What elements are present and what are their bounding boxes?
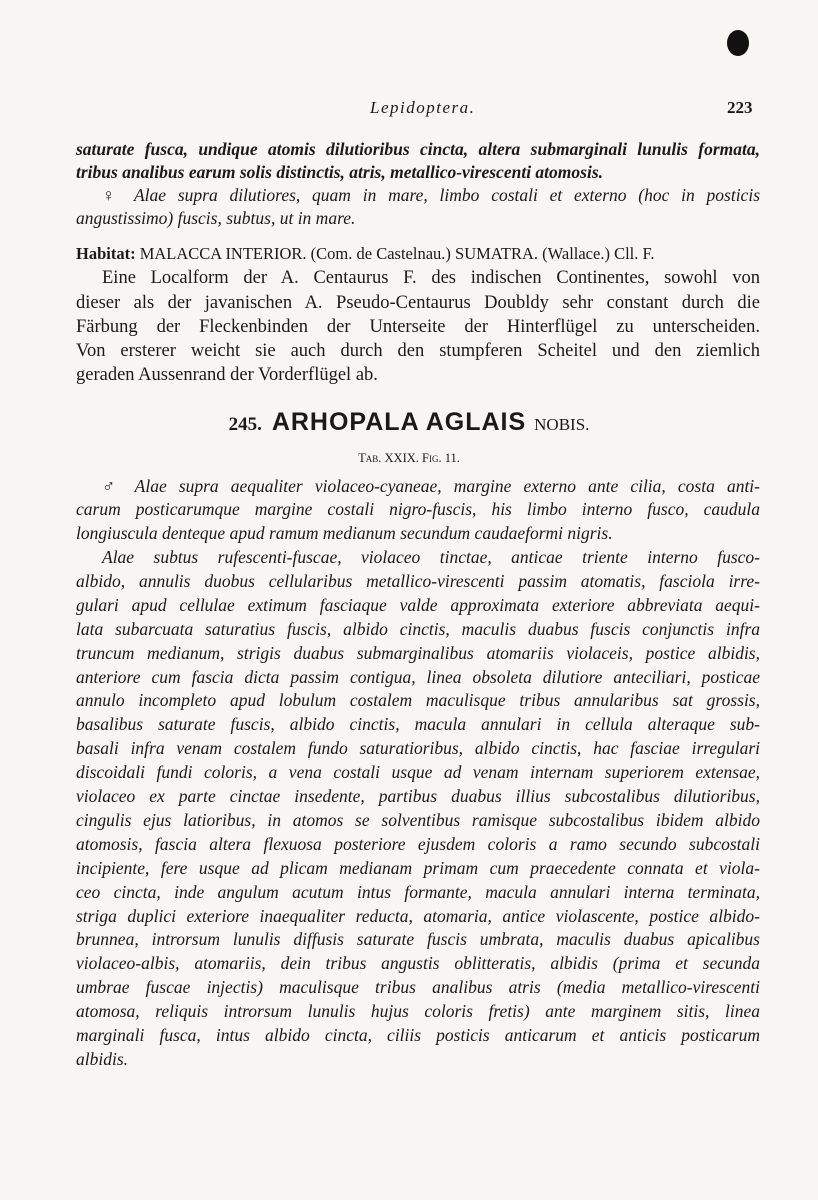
text-line: ♂ Alae supra aequaliter violaceo-cyaneae, margine externo ante cilia, costa anti- [102, 476, 760, 496]
page-number: 223 [727, 98, 753, 117]
text-line: striga duplici exteriore inaequaliter reducta, atomaria, antice violascente, postice albido- [76, 905, 760, 926]
text-line: brunnea, introrsum lunulis diffusis saturate fuscis umbrata, maculis duabus apicalibus [76, 929, 760, 950]
text-line: gulari apud cellulae extimum fasciaque valde approximata exteriore abbreviata aequi- [76, 594, 760, 615]
text-line: Eine Localform der A. Centaurus F. des indischen Continentes, sowohl von [102, 268, 760, 288]
text-line: Von ersterer weicht sie auch durch den stumpferen Scheitel und den ziemlich [76, 341, 760, 361]
text-line: ceo cincta, inde angulum acutum intus formante, macula annulari interna terminata, [76, 881, 760, 902]
running-title: Lepidoptera. [370, 98, 476, 117]
text-line: lata subarcuata saturatius fuscis, albido cinctis, maculis duabus fuscis conjunctis infra [76, 618, 760, 639]
text-line: carum posticarumque margine costali nigro-fuscis, his limbo interno fusco, caudula [76, 499, 760, 520]
text-line: geraden Aussenrand der Vorderflügel ab. [76, 365, 378, 385]
text-line: incipiente, fere usque ad plicam medianam primam cum praecedente connata et viola- [76, 857, 760, 878]
text-line: atomosis, fascia altera flexuosa posteriore ejusdem coloris a ramo secundo subcostali [76, 833, 760, 854]
text-line: albidis. [76, 1048, 129, 1069]
text-line: marginali fusca, intus albido cincta, ciliis posticis anticarum et anticis posticarum [76, 1025, 760, 1045]
species-number: 245. [228, 414, 262, 435]
text-line: Färbung der Fleckenbinden der Unterseite der Hinterflügel zu unterscheiden. [76, 317, 760, 337]
text-line: cingulis ejus latioribus, in atomos se solventibus ramisque subcostalibus ibidem albido [76, 809, 760, 830]
text-line: longiuscula denteque apud ramum medianum secundum caudaeformi nigris. [76, 522, 613, 543]
text-line: albido, annulis duobus cellularibus metallico-virescenti passim atomatis, fasciola irre- [76, 570, 760, 591]
habitat-label: Habitat: [76, 244, 136, 263]
text-line: atomosa, reliquis introrsum lunulis hujus coloris fretis) ante marginem sitis, linea [76, 1001, 760, 1022]
text-line: violaceo-albis, atomariis, dein tribus angustis oblitteratis, albidis (prima et secunda [76, 953, 760, 974]
text-line: violaceo ex parte cinctae insedente, partibus duabus illius subcostalibus dilutioribus, [76, 786, 760, 806]
plate-reference: Tab. XXIX. Fig. 11. [358, 451, 460, 465]
text-line: umbrae fuscae injectis) maculisque tribus analibus atris (media metallico-virescenti [76, 977, 760, 998]
habitat-line [76, 243, 760, 265]
species-name: ARHOPALA AGLAIS [271, 408, 527, 436]
ink-blot [727, 30, 749, 56]
species-author: NOBIS. [534, 415, 590, 434]
text-line: annulo incompleto apud lobulum costalem maculisque tribus annularibus sat grossis, [76, 690, 760, 711]
text-line: discoidali fundi coloris, a vena costali usque ad venam internam superiorem extensae, [76, 762, 760, 783]
text-line: anteriore cum fascia dicta passim contigua, linea obsoleta dilutiore anteciliari, posticae [76, 666, 760, 687]
text-line: dieser als der javanischen A. Pseudo-Centaurus Doubldy sehr constant durch die [76, 293, 760, 313]
text-line: truncum medianum, strigis duabus submarginalibus atomariis violaceis, postice albidis, [76, 642, 760, 663]
text-line: Alae subtus rufescenti-fuscae, violaceo tinctae, anticae triente interno fusco- [102, 547, 760, 567]
species-heading [0, 408, 818, 437]
text-line: saturate fusca, undique atomis dilutioribus cincta, altera submarginali lunulis formata, [76, 139, 760, 159]
text-line: angustissimo) fuscis, subtus, ut in mare. [76, 208, 356, 228]
text-line: basalibus saturate fuscis, albido cinctis, macula annulari in cellula alteraque sub- [76, 714, 760, 735]
text-line: basali infra venam costalem fundo saturatioribus, albido cinctis, hac fasciae irregulari [76, 738, 760, 759]
habitat-text: MALACCA INTERIOR. (Com. de Castelnau.) SUMATRA. (Wallace.) Cll. F. [139, 244, 655, 263]
text-line: tribus analibus earum solis distinctis, atris, metallico-virescenti atomosis. [76, 162, 604, 182]
text-line: ♀ Alae supra dilutiores, quam in mare, limbo costali et externo (hoc in posticis [102, 185, 760, 205]
